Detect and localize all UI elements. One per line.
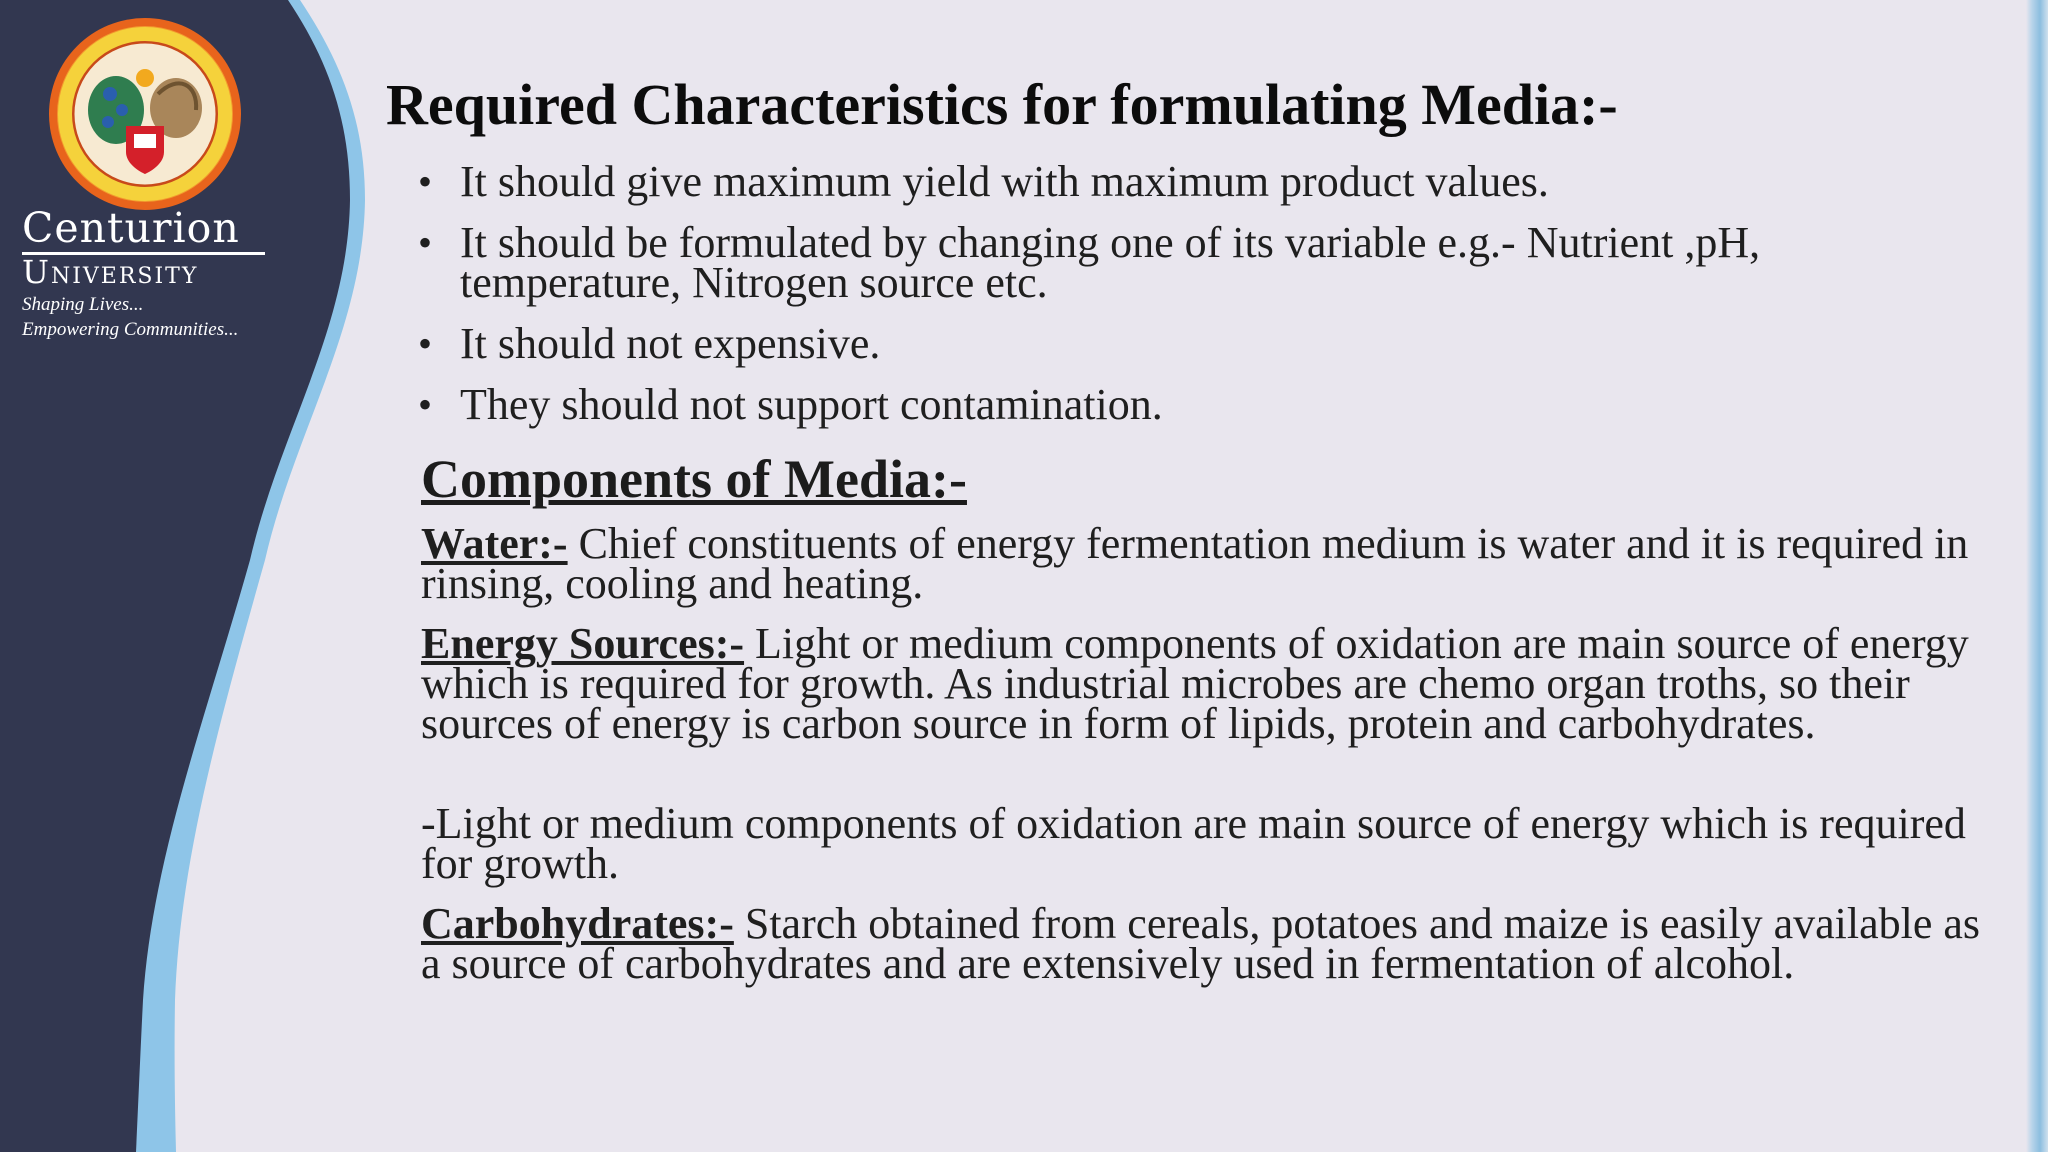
- water-label: Water:-: [421, 519, 568, 568]
- energy-paragraph: [421, 619, 1981, 748]
- tagline-line-2: Empowering Communities...: [22, 319, 239, 340]
- sun-icon: [136, 69, 154, 87]
- brand-tagline: [22, 292, 312, 342]
- university-logo: [18, 14, 272, 214]
- right-edge-accent: [2026, 0, 2048, 1152]
- carbohydrates-paragraph: [421, 899, 1981, 988]
- bullet-item: • It should not expensive.: [418, 324, 1978, 364]
- carbohydrates-text: Starch obtained from cereals, potatoes and maize is easily available as a source of carbohydrates and are extensively used in fermentation of alcohol.: [421, 899, 1981, 988]
- components-heading: Components of Media:-: [421, 449, 967, 509]
- energy-text: Light or medium components of oxidation are main source of energy which is required for growth. As industrial microbes are chemo organ troths, so their sources of energy is carbon source in form of lipids, protein and carbohydrates.: [421, 619, 1969, 748]
- brand-subtitle: University: [22, 253, 199, 291]
- slide-title: Required Characteristics for formulating Media:-: [386, 72, 1618, 137]
- bullet-item: • It should be formulated by changing one of its variable e.g.- Nutrient ,pH, temperature, Nitrogen source etc.: [418, 223, 1978, 303]
- bullet-item: • It should give maximum yield with maximum product values.: [418, 162, 1978, 202]
- water-paragraph: [421, 519, 1981, 608]
- tagline-line-1: Shaping Lives...: [22, 294, 144, 315]
- bullet-item: • They should not support contamination.: [418, 385, 1978, 425]
- energy-note-paragraph: -Light or medium components of oxidation are main source of energy which is required for growth.: [421, 799, 1966, 888]
- characteristics-list: [418, 157, 1978, 446]
- water-text: Chief constituents of energy fermentation medium is water and it is required in rinsing, cooling and heating.: [421, 519, 1969, 608]
- carbohydrates-label: Carbohydrates:-: [421, 899, 734, 948]
- brand-name: Centurion: [22, 204, 240, 252]
- energy-label: Energy Sources:-: [421, 619, 745, 668]
